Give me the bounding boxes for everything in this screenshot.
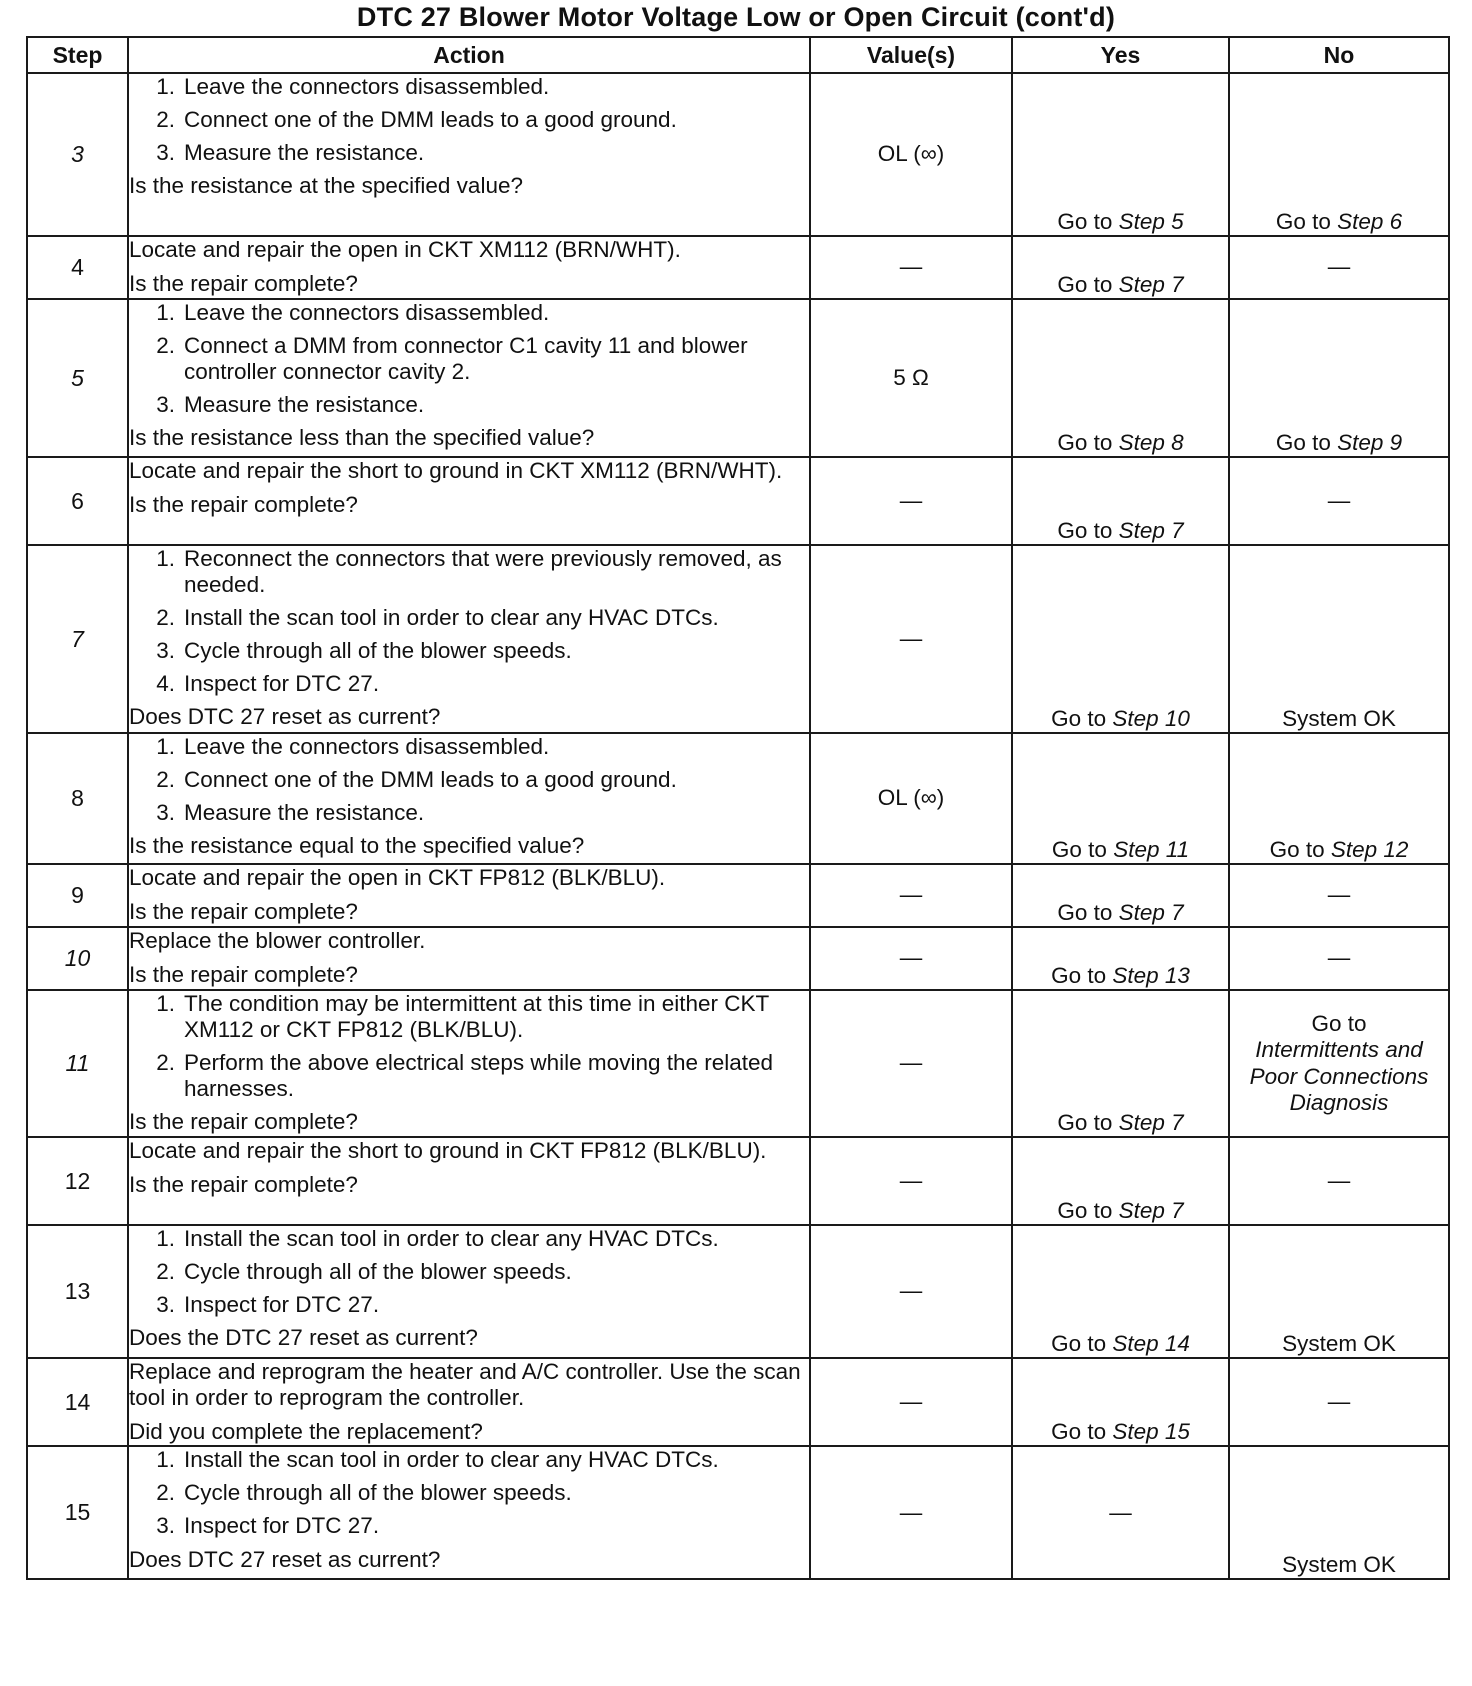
table-row: [27, 990, 1449, 1137]
yes-prefix: Go to: [1051, 1330, 1107, 1356]
action-cell: [128, 299, 810, 457]
action-cell: [128, 73, 810, 236]
value-cell: [810, 927, 1012, 990]
step-number: 3: [27, 73, 128, 236]
action-text: Locate and repair the short to ground in CKT FP812 (BLK/BLU).: [129, 1138, 767, 1163]
action-cell: [128, 990, 810, 1137]
no-prefix: Go to: [1269, 836, 1325, 862]
action-step-text: Cycle through all of the blower speeds.: [184, 638, 572, 664]
no-cell: [1229, 1446, 1449, 1579]
step-number: 9: [27, 864, 128, 927]
no-prefix: Go to: [1275, 429, 1331, 455]
no-cell: [1229, 545, 1449, 733]
action-step-text: Inspect for DTC 27.: [184, 671, 380, 697]
action-step-text: Measure the resistance.: [184, 392, 425, 418]
no-text: —: [1327, 945, 1351, 971]
yes-step-link[interactable]: Step 10: [1112, 705, 1190, 731]
step-number: 12: [27, 1137, 128, 1225]
action-text: Replace the blower controller.: [129, 928, 426, 953]
yes-prefix: Go to: [1051, 962, 1107, 988]
step-number: 5: [27, 299, 128, 457]
no-cell: [1229, 927, 1449, 990]
action-step: 1. Reconnect the connectors that were previously removed, as needed.: [129, 546, 809, 598]
yes-cell: [1012, 299, 1229, 457]
action-question: Is the repair complete?: [129, 1172, 358, 1198]
yes-cell: [1012, 1446, 1229, 1579]
action-step-text: Connect one of the DMM leads to a good ground.: [184, 107, 677, 133]
yes-prefix: Go to: [1057, 1197, 1113, 1223]
action-step-text: Cycle through all of the blower speeds.: [184, 1480, 572, 1506]
action-step-text: Inspect for DTC 27.: [184, 1292, 380, 1318]
table-row: [27, 236, 1449, 299]
action-step-text: Measure the resistance.: [184, 140, 425, 166]
yes-prefix: Go to: [1057, 271, 1113, 297]
header-no: No: [1229, 37, 1449, 73]
step-number: 13: [27, 1225, 128, 1358]
no-text: —: [1327, 254, 1351, 280]
action-cell: [128, 927, 810, 990]
action-step-text: Cycle through all of the blower speeds.: [184, 1259, 572, 1285]
action-step: 1. Install the scan tool in order to clear any HVAC DTCs.: [156, 1447, 719, 1473]
action-question: Is the repair complete?: [129, 1109, 358, 1135]
header-step: Step: [27, 37, 128, 73]
step-number: 6: [27, 457, 128, 545]
value-text: —: [899, 254, 923, 280]
action-step-text: Install the scan tool in order to clear any HVAC DTCs.: [184, 1226, 719, 1251]
step-number: 14: [27, 1358, 128, 1446]
table-row: [27, 545, 1449, 733]
action-question: Did you complete the replacement?: [129, 1419, 483, 1445]
table-row: [27, 457, 1449, 545]
yes-prefix: Go to: [1057, 429, 1113, 455]
action-text: Replace and reprogram the heater and A/C controller. Use the scan tool in order to reprogram the controller.: [129, 1359, 801, 1411]
header-action: Action: [128, 37, 810, 73]
action-step-text: Inspect for DTC 27.: [184, 1513, 380, 1539]
action-question: Is the repair complete?: [129, 492, 358, 518]
action-step: 1. Leave the connectors disassembled.: [156, 734, 550, 759]
yes-text: —: [1109, 1499, 1132, 1525]
action-question: Is the resistance at the specified value?: [129, 173, 523, 199]
no-step-link[interactable]: Step 12: [1330, 836, 1409, 862]
action-step-text: Install the scan tool in order to clear any HVAC DTCs.: [184, 1447, 719, 1473]
no-prefix: Go to: [1275, 208, 1331, 234]
action-question: Is the resistance less than the specified value?: [129, 425, 595, 451]
table-row: [27, 733, 1449, 864]
action-cell: [128, 864, 810, 927]
no-text: —: [1327, 1167, 1351, 1193]
action-step-text: Leave the connectors disassembled.: [184, 734, 550, 759]
value-text: 5 Ω: [893, 364, 929, 390]
yes-step-link[interactable]: Step 15: [1112, 1419, 1190, 1445]
table-row: [27, 73, 1449, 236]
no-text: —: [1327, 487, 1351, 513]
no-text: —: [1327, 1389, 1351, 1415]
action-step-text: Perform the above electrical steps while moving the related harnesses.: [184, 1050, 774, 1102]
yes-step-link[interactable]: Step 7: [1118, 1109, 1184, 1135]
value-cell: [810, 990, 1012, 1137]
header-row: [27, 37, 1449, 73]
action-steps-list: [129, 991, 809, 1102]
action-question: Is the repair complete?: [129, 271, 358, 297]
no-cell: [1229, 73, 1449, 236]
header-yes: Yes: [1012, 37, 1229, 73]
action-question: Does the DTC 27 reset as current?: [129, 1325, 478, 1351]
action-question: Is the repair complete?: [129, 899, 358, 925]
table-row: [27, 864, 1449, 927]
yes-prefix: Go to: [1057, 517, 1113, 543]
action-step: 2. Install the scan tool in order to clear any HVAC DTCs.: [156, 605, 719, 631]
step-number: 7: [27, 545, 128, 733]
diagnostic-table: [26, 36, 1450, 1580]
yes-cell: [1012, 927, 1229, 990]
value-text: —: [899, 1167, 923, 1193]
no-text: System OK: [1282, 1330, 1396, 1356]
no-reference-link[interactable]: Intermittents and Poor Connections Diagnosis: [1249, 1037, 1429, 1115]
no-cell: [1229, 457, 1449, 545]
step-number: 8: [27, 733, 128, 864]
action-step-text: Connect one of the DMM leads to a good ground.: [184, 767, 677, 793]
action-text: Locate and repair the open in CKT FP812 (BLK/BLU).: [129, 865, 666, 890]
action-step: 2. Connect one of the DMM leads to a good ground.: [156, 107, 677, 133]
action-step: 4. Inspect for DTC 27.: [156, 671, 380, 697]
step-number: 4: [27, 236, 128, 299]
action-step: 3. Inspect for DTC 27.: [156, 1292, 380, 1318]
yes-cell: [1012, 545, 1229, 733]
yes-prefix: Go to: [1057, 1109, 1113, 1135]
no-cell: [1229, 299, 1449, 457]
action-steps-list: [129, 1447, 809, 1539]
yes-cell: [1012, 236, 1229, 299]
value-text: —: [899, 625, 923, 651]
no-text: System OK: [1282, 705, 1396, 731]
value-cell: [810, 457, 1012, 545]
value-cell: [810, 236, 1012, 299]
action-steps-list: [129, 546, 809, 697]
value-cell: [810, 1225, 1012, 1358]
yes-cell: [1012, 990, 1229, 1137]
yes-prefix: Go to: [1051, 705, 1107, 731]
value-cell: [810, 73, 1012, 236]
action-step-text: Leave the connectors disassembled.: [184, 300, 550, 325]
action-text: Locate and repair the short to ground in CKT XM112 (BRN/WHT).: [129, 458, 783, 483]
action-question: Does DTC 27 reset as current?: [129, 704, 441, 730]
action-steps-list: [129, 300, 809, 418]
action-steps-list: [129, 74, 809, 166]
value-text: —: [899, 487, 923, 513]
no-cell: [1229, 236, 1449, 299]
no-cell: [1229, 1225, 1449, 1358]
value-text: —: [899, 882, 923, 908]
action-question: Does DTC 27 reset as current?: [129, 1546, 441, 1572]
no-cell: [1229, 733, 1449, 864]
yes-cell: [1012, 73, 1229, 236]
table-row: [27, 1446, 1449, 1579]
action-cell: [128, 236, 810, 299]
action-step: 3. Inspect for DTC 27.: [156, 1513, 380, 1539]
yes-step-link[interactable]: Step 5: [1118, 208, 1184, 234]
value-text: —: [899, 1389, 923, 1415]
action-text: Locate and repair the open in CKT XM112 (BRN/WHT).: [129, 237, 681, 262]
table-row: [27, 1225, 1449, 1358]
no-cell: [1229, 990, 1449, 1137]
action-steps-list: [129, 734, 809, 826]
action-step: 1. The condition may be intermittent at this time in either CKT XM112 or CKT FP812 (BLK/BLU).: [129, 991, 809, 1043]
no-cell: [1229, 1358, 1449, 1446]
value-cell: [810, 299, 1012, 457]
action-step-text: The condition may be intermittent at this time in either CKT XM112 or CKT FP812 (BLK/BLU).: [184, 991, 769, 1043]
step-number: 11: [27, 990, 128, 1137]
action-step-text: Reconnect the connectors that were previously removed, as needed.: [184, 546, 782, 598]
action-step: 2. Connect one of the DMM leads to a good ground.: [156, 767, 677, 793]
value-text: OL (∞): [877, 141, 945, 167]
action-step-text: Leave the connectors disassembled.: [184, 74, 550, 99]
no-text: System OK: [1282, 1552, 1396, 1578]
action-cell: [128, 733, 810, 864]
yes-step-link[interactable]: Step 7: [1118, 899, 1184, 925]
header-value: Value(s): [810, 37, 1012, 73]
action-steps-list: [129, 1226, 809, 1318]
step-number: 10: [27, 927, 128, 990]
table-row: [27, 1137, 1449, 1225]
no-prefix: Go to: [1311, 1011, 1367, 1037]
step-number: 15: [27, 1446, 128, 1579]
action-cell: [128, 1358, 810, 1446]
action-step: 1. Leave the connectors disassembled.: [156, 74, 550, 99]
action-question: Is the resistance equal to the specified value?: [129, 833, 585, 859]
yes-step-link[interactable]: Step 14: [1112, 1330, 1190, 1356]
value-cell: [810, 1446, 1012, 1579]
action-step: 1. Leave the connectors disassembled.: [156, 300, 550, 325]
yes-prefix: Go to: [1051, 1419, 1107, 1445]
yes-step-link[interactable]: Step 8: [1118, 429, 1184, 455]
value-text: —: [899, 1050, 923, 1076]
yes-prefix: Go to: [1051, 836, 1107, 862]
value-cell: [810, 864, 1012, 927]
action-cell: [128, 457, 810, 545]
yes-step-link[interactable]: Step 13: [1112, 962, 1190, 988]
table-row: [27, 299, 1449, 457]
yes-prefix: Go to: [1057, 208, 1113, 234]
value-text: OL (∞): [877, 785, 945, 811]
action-step: 3. Cycle through all of the blower speeds.: [156, 638, 572, 664]
yes-cell: [1012, 457, 1229, 545]
yes-cell: [1012, 864, 1229, 927]
value-text: —: [899, 1278, 923, 1304]
value-cell: [810, 1137, 1012, 1225]
action-cell: [128, 1137, 810, 1225]
value-cell: [810, 545, 1012, 733]
table-row: [27, 927, 1449, 990]
yes-step-link[interactable]: Step 7: [1118, 517, 1184, 543]
action-cell: [128, 1446, 810, 1579]
action-step-text: Install the scan tool in order to clear any HVAC DTCs.: [184, 605, 719, 631]
yes-cell: [1012, 1358, 1229, 1446]
value-cell: [810, 733, 1012, 864]
action-step-text: Measure the resistance.: [184, 800, 425, 826]
action-cell: [128, 545, 810, 733]
value-text: —: [899, 945, 923, 971]
yes-prefix: Go to: [1057, 899, 1113, 925]
action-question: Is the repair complete?: [129, 962, 358, 988]
page-title: DTC 27 Blower Motor Voltage Low or Open Circuit (cont'd): [356, 2, 1116, 32]
yes-cell: [1012, 1225, 1229, 1358]
yes-step-link[interactable]: Step 11: [1113, 836, 1190, 862]
action-step: 1. Install the scan tool in order to clear any HVAC DTCs.: [156, 1226, 719, 1251]
action-step: 2. Connect a DMM from connector C1 cavity 11 and blower controller connector cavity 2.: [129, 333, 809, 385]
no-step-link[interactable]: Step 9: [1337, 429, 1403, 455]
table-row: [27, 1358, 1449, 1446]
action-step: 3. Measure the resistance.: [156, 800, 425, 826]
action-step: 2. Cycle through all of the blower speeds.: [156, 1480, 572, 1506]
no-cell: [1229, 1137, 1449, 1225]
action-step: 3. Measure the resistance.: [156, 392, 425, 418]
yes-cell: [1012, 733, 1229, 864]
action-step-text: Connect a DMM from connector C1 cavity 11 and blower controller connector cavity 2.: [184, 333, 748, 385]
action-step: 2. Cycle through all of the blower speeds.: [156, 1259, 572, 1285]
yes-cell: [1012, 1137, 1229, 1225]
yes-step-link[interactable]: Step 7: [1118, 271, 1184, 297]
yes-step-link[interactable]: Step 7: [1118, 1197, 1184, 1223]
value-text: —: [899, 1499, 923, 1525]
action-cell: [128, 1225, 810, 1358]
action-step: 2. Perform the above electrical steps while moving the related harnesses.: [129, 1050, 809, 1102]
no-text: —: [1327, 882, 1351, 908]
no-cell: [1229, 864, 1449, 927]
value-cell: [810, 1358, 1012, 1446]
action-step: 3. Measure the resistance.: [156, 140, 425, 166]
no-step-link[interactable]: Step 6: [1337, 208, 1403, 234]
